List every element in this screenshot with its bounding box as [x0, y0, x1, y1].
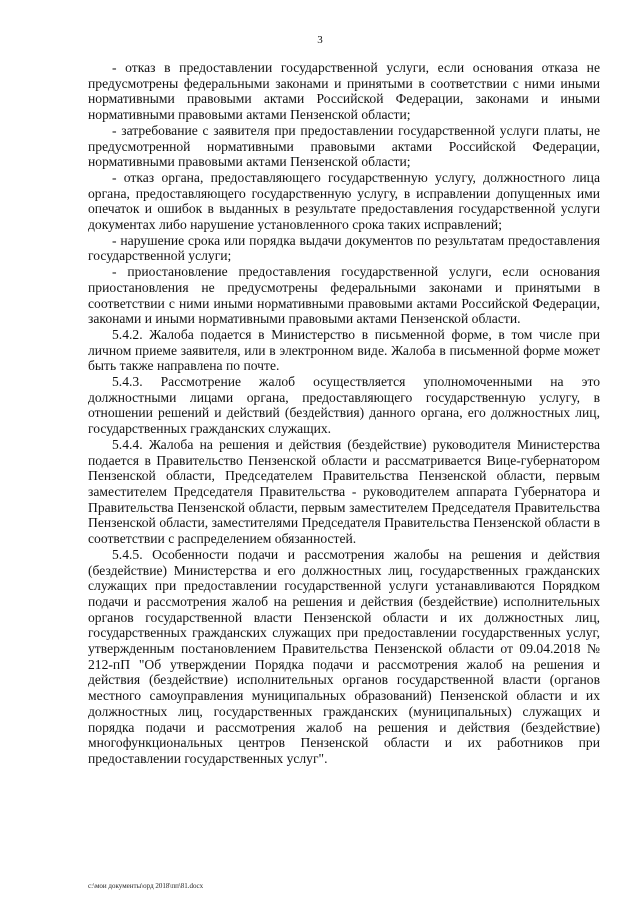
paragraph-refusal: - отказ в предоставлении государственной услуги, если основания отказа не предусмотрены федеральными законами и принятыми в соответствии с ними иными нормативными правовыми актами Российской Федерации, законами и иными нормативными правовыми актами Пензенской области; — [88, 60, 600, 123]
paragraph-deadline-violation: - нарушение срока или порядка выдачи документов по результатам предоставления государственной услуги; — [88, 232, 600, 264]
paragraph-correction-refusal: - отказ органа, предоставляющего государственную услугу, должностного лица органа, предоставляющего государственную услугу, в исправлении допущенных ими опечаток и ошибок в выданных в результате предоставления государственной услуги документах либо нарушение установленного срока таких исправлений; — [88, 169, 600, 233]
footer-file-path: c:\мои документы\орд 2018\пп\81.docx — [88, 882, 204, 890]
paragraph-5-4-2: 5.4.2. Жалоба подается в Министерство в письменной форме, в том числе при личном приеме заявителя, или в электронном виде. Жалоба в письменной форме может быть также направлена по почте. — [88, 326, 600, 374]
document-body — [88, 60, 600, 767]
paragraph-fee-demand: - затребование с заявителя при предоставлении государственной услуги платы, не предусмотренной нормативными правовыми актами Российской Федерации, нормативными правовыми актами Пензенской области; — [88, 122, 600, 170]
paragraph-5-4-4: 5.4.4. Жалоба на решения и действия (бездействие) руководителя Министерства подается в Правительство Пензенской области и рассматривается Вице-губернатором Пензенской области, Председателем Правительства Пензенской области, первым заместителем Председателя Правительства - руководителем аппарата Губернатора и Правительства Пензенской области, первым заместителем Председателя Правительства Пензенской области, заместителями Председателя Правительства Пензенской области в соответствии с распределением обязанностей. — [88, 436, 600, 547]
page-number: 3 — [317, 34, 323, 46]
paragraph-5-4-3: 5.4.3. Рассмотрение жалоб осуществляется уполномоченными на это должностными лицами органа, предоставляющего государственную услугу, в отношении решений и действий (бездействия) данного органа, его должностных лиц, государственных гражданских служащих. — [88, 374, 600, 437]
paragraph-suspension: - приостановление предоставления государственной услуги, если основания приостановления не предусмотрены федеральными законами и принятыми в соответствии с ними иными нормативными правовыми актами Российской Федерации, законами и иными нормативными правовыми актами Пензенской области. — [88, 264, 600, 327]
paragraph-5-4-5: 5.4.5. Особенности подачи и рассмотрения жалобы на решения и действия (бездействие) Министерства и его должностных лиц, государственных гражданских служащих при предоставлении государственной услуги устанавливаются Порядком подачи и рассмотрения жалоб на решения и действия (бездействие) исполнительных органов государственной власти Пензенской области и их должностных лиц, государственных гражданских служащих при предоставлении государственных услуг, утвержденным постановлением Правительства Пензенской области от 09.04.2018 № 212-пП "Об утверждении Порядка подачи и рассмотрения жалоб на решения и действия (бездействие) исполнительных органов государственной власти (органов местного самоуправления муниципальных образований) Пензенской области и их должностных лиц, государственных гражданских (муниципальных) служащих и порядка подачи и рассмотрения жалоб на решения и действия (бездействие) многофункциональных центров Пензенской области и их работников при предоставлении государственных услуг". — [88, 546, 600, 766]
